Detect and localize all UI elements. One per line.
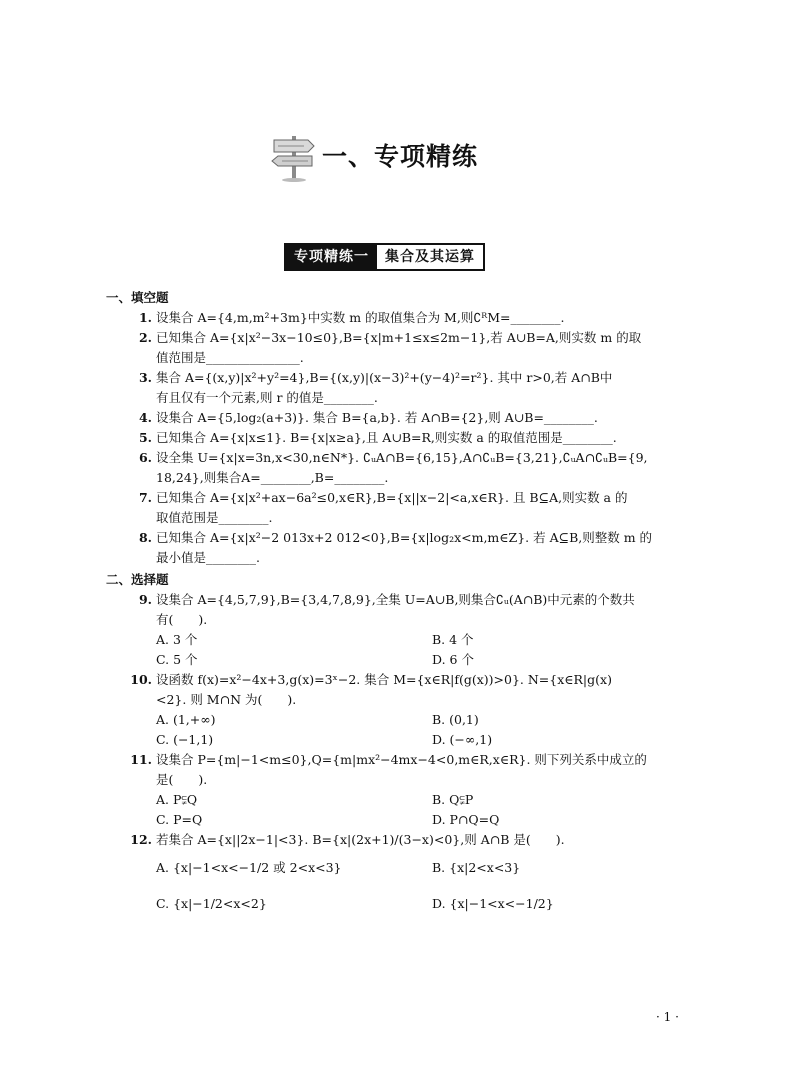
option: B. (0,1) (432, 712, 479, 727)
question (106, 408, 698, 428)
option-grid (156, 630, 698, 670)
option-grid (156, 790, 698, 830)
question-text (156, 308, 698, 328)
signpost-icon (268, 128, 320, 182)
question-line: <2}. 则 M∩N 为( ). (156, 692, 297, 707)
option: A. 3 个 (156, 632, 198, 647)
question-line: 值范围是_______________. (156, 350, 304, 365)
option: D. P∩Q=Q (432, 812, 500, 827)
page-number: · 1 · (656, 1010, 679, 1024)
question-line: 设集合 P={m|−1<m≤0},Q={m|mx²−4mx−4<0,m∈R,x∈R}. 则下列关系中成立的 (156, 752, 647, 767)
question-line: 设集合 A={4,m,m²+3m}中实数 m 的取值集合为 M,则∁ᴿM=________. (156, 310, 565, 325)
question-number: 5. (138, 430, 152, 445)
option: D. (−∞,1) (432, 732, 493, 747)
question-text (156, 830, 698, 850)
chapter-heading (268, 128, 478, 182)
question (106, 590, 698, 630)
question (106, 750, 698, 790)
question (106, 308, 698, 328)
question (106, 830, 698, 850)
question-number: 8. (138, 530, 152, 545)
option: C. P=Q (156, 812, 203, 827)
question (106, 428, 698, 448)
option: A. P⫋Q (156, 792, 198, 807)
option: B. 4 个 (432, 632, 474, 647)
question-text (156, 328, 698, 368)
question-text (156, 448, 698, 488)
question-text (156, 408, 698, 428)
section-fill-title: 一、填空题 (106, 290, 169, 305)
question-text (156, 488, 698, 528)
question-line: 设集合 A={5,log₂(a+3)}. 集合 B={a,b}. 若 A∩B={2},则 A∪B=________. (156, 410, 598, 425)
option: A. {x|−1<x<−1/2 或 2<x<3} (156, 860, 342, 875)
banner-left: 专项精练一 (286, 245, 377, 269)
question (106, 488, 698, 528)
option: D. 6 个 (432, 652, 474, 667)
question-line: 集合 A={(x,y)|x²+y²=4},B={(x,y)|(x−3)²+(y−4)²=r²}. 其中 r>0,若 A∩B中 (156, 370, 613, 385)
question-number: 9. (138, 592, 152, 607)
question-line: 18,24},则集合A=________,B=________. (156, 470, 389, 485)
question-number: 2. (138, 330, 152, 345)
question-line: 已知集合 A={x|x²+ax−6a²≤0,x∈R},B={x||x−2|<a,x∈R}. 且 B⊆A,则实数 a 的 (156, 490, 628, 505)
question-number: 1. (138, 310, 152, 325)
banner-right: 集合及其运算 (377, 245, 483, 269)
section-banner (284, 243, 485, 271)
question-line: 是( ). (156, 772, 208, 787)
content (106, 286, 698, 922)
option-grid (156, 710, 698, 750)
question-text (156, 750, 698, 790)
question-line: 有且仅有一个元素,则 r 的值是________. (156, 390, 378, 405)
fill-question-list (106, 308, 698, 568)
option: B. {x|2<x<3} (432, 860, 521, 875)
question (106, 670, 698, 710)
option-grid (156, 850, 698, 922)
question (106, 328, 698, 368)
option: C. (−1,1) (156, 732, 214, 747)
question-number: 12. (130, 832, 152, 847)
question-text (156, 670, 698, 710)
section-choice-title: 二、选择题 (106, 572, 169, 587)
question-line: 已知集合 A={x|x²−3x−10≤0},B={x|m+1≤x≤2m−1},若 A∪B=A,则实数 m 的取 (156, 330, 642, 345)
question-number: 4. (138, 410, 152, 425)
question-line: 设函数 f(x)=x²−4x+3,g(x)=3ˣ−2. 集合 M={x∈R|f(g(x))>0}. N={x∈R|g(x) (156, 672, 612, 687)
question-line: 已知集合 A={x|x²−2 013x+2 012<0},B={x|log₂x<m,m∈Z}. 若 A⊆B,则整数 m 的 (156, 530, 653, 545)
question-number: 6. (138, 450, 152, 465)
chapter-title: 一、专项精练 (322, 142, 479, 171)
question-line: 取值范围是________. (156, 510, 273, 525)
question-number: 10. (130, 672, 152, 687)
question (106, 368, 698, 408)
question (106, 448, 698, 488)
option: C. 5 个 (156, 652, 198, 667)
question-line: 设集合 A={4,5,7,9},B={3,4,7,8,9},全集 U=A∪B,则集合∁ᵤ(A∩B)中元素的个数共 (156, 592, 635, 607)
question-line: 已知集合 A={x|x≤1}. B={x|x≥a},且 A∪B=R,则实数 a 的取值范围是________. (156, 430, 617, 445)
question-line: 最小值是________. (156, 550, 260, 565)
option: B. Q⫋P (432, 792, 474, 807)
question-line: 若集合 A={x||2x−1|<3}. B={x|(2x+1)/(3−x)<0},则 A∩B 是( ). (156, 832, 565, 847)
question-number: 3. (138, 370, 152, 385)
question-line: 设全集 U={x|x=3n,x<30,n∈N*}. ∁ᵤA∩B={6,15},A∩∁ᵤB={3,21},∁ᵤA∩∁ᵤB={9, (156, 450, 648, 465)
question-line: 有( ). (156, 612, 208, 627)
question-number: 7. (138, 490, 152, 505)
question-text (156, 590, 698, 630)
question-text (156, 368, 698, 408)
question-number: 11. (130, 752, 152, 767)
option: D. {x|−1<x<−1/2} (432, 896, 554, 911)
option: A. (1,+∞) (156, 712, 216, 727)
choice-question-list (106, 590, 698, 922)
question (106, 528, 698, 568)
question-text (156, 428, 698, 448)
option: C. {x|−1/2<x<2} (156, 896, 267, 911)
question-text (156, 528, 698, 568)
